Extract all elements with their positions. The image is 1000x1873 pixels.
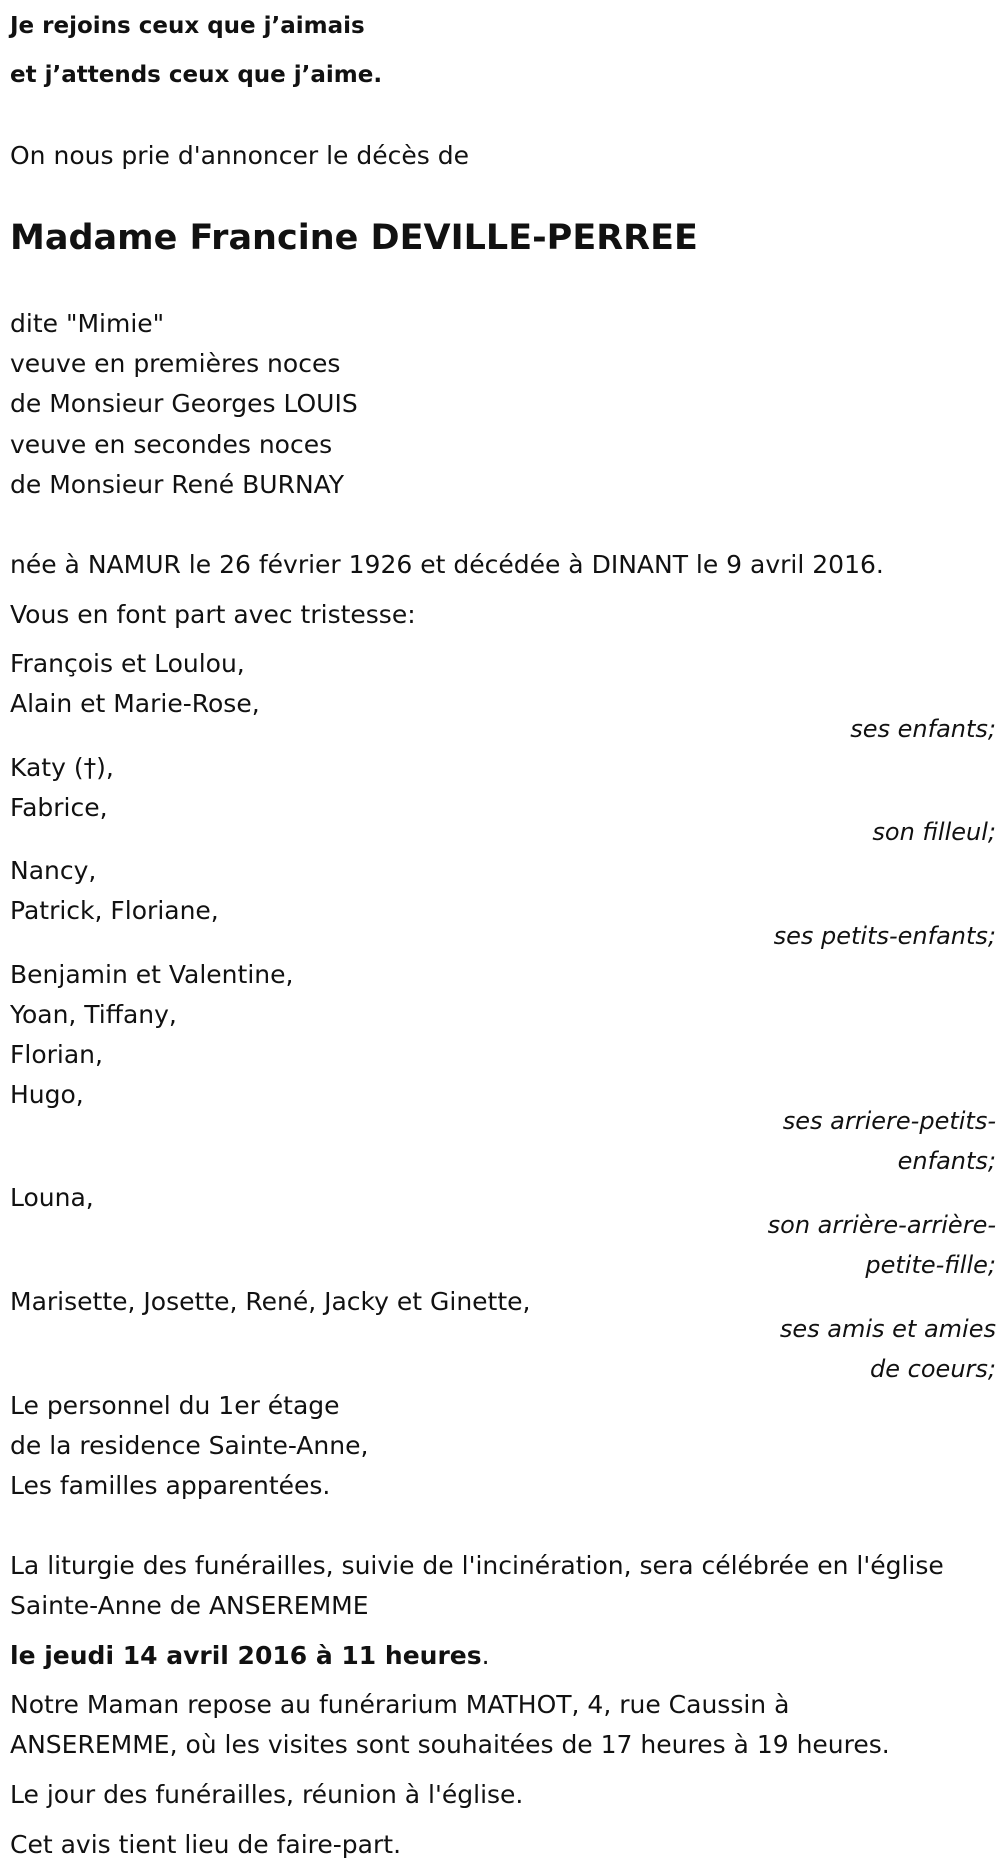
others-line: Les familles apparentées. [10,1471,331,1500]
family-name-line: Nancy, [10,856,97,885]
relation-label-great-great: son arrière-arrière- [767,1211,996,1239]
birth-death-line: née à NAMUR le 26 février 1926 et décédée à DINANT le 9 avril 2016. [10,550,884,579]
family-name-line: Patrick, Floriane, [10,896,219,925]
family-name-line: Yoan, Tiffany, [10,1000,177,1029]
funeral-date-line [10,1636,490,1676]
relation-label-friends: ses amis et amies [779,1315,996,1343]
liturgy-line: La liturgie des funérailles, suivie de l'incinération, sera célébrée en l'église [10,1551,944,1580]
meeting-line: Le jour des funérailles, réunion à l'église. [10,1780,524,1809]
liturgy-line: Sainte-Anne de ANSEREMME [10,1591,369,1620]
relation-label-grandchildren: ses petits-enfants; [773,922,996,950]
family-name-line: Florian, [10,1040,103,1069]
funeral-date: le jeudi 14 avril 2016 à 11 heures [10,1641,482,1670]
epigraph-line-1: Je rejoins ceux que j’aimais [10,13,365,39]
family-name-line: Hugo, [10,1080,84,1109]
relation-label-great-grandchildren: enfants; [897,1147,996,1175]
relation-label-great-grandchildren: ses arriere-petits- [782,1107,996,1135]
deceased-name-title: Madame Francine DEVILLE-PERREE [10,218,698,258]
identity-line: veuve en premières noces [10,349,341,378]
identity-line: de Monsieur René BURNAY [10,470,345,499]
others-line: Le personnel du 1er étage [10,1391,340,1420]
intro-text: On nous prie d'annoncer le décès de [10,141,469,170]
funeral-date-period: . [481,1641,490,1670]
family-name-line: Fabrice, [10,793,108,822]
relation-label-children: ses enfants; [850,715,996,743]
family-name-line: Louna, [10,1183,94,1212]
identity-line: veuve en secondes noces [10,430,333,459]
family-name-line: Alain et Marie-Rose, [10,689,260,718]
funerarium-line: Notre Maman repose au funérarium MATHOT, 4, rue Caussin à [10,1690,790,1719]
identity-line: dite "Mimie" [10,309,165,338]
closing-line: Cet avis tient lieu de faire-part. [10,1830,402,1859]
relation-label-friends: de coeurs; [870,1355,996,1383]
family-name-line: Marisette, Josette, René, Jacky et Ginette, [10,1287,531,1316]
family-name-line: Katy (†), [10,753,114,782]
identity-line: de Monsieur Georges LOUIS [10,389,358,418]
relation-label-godson: son filleul; [872,818,996,846]
funerarium-line: ANSEREMME, où les visites sont souhaitées de 17 heures à 19 heures. [10,1730,890,1759]
epigraph-line-2: et j’attends ceux que j’aime. [10,62,383,88]
announce-line: Vous en font part avec tristesse: [10,600,416,629]
relation-label-great-great: petite-fille; [865,1251,996,1279]
others-line: de la residence Sainte-Anne, [10,1431,369,1460]
family-name-line: François et Loulou, [10,649,245,678]
family-name-line: Benjamin et Valentine, [10,960,294,989]
